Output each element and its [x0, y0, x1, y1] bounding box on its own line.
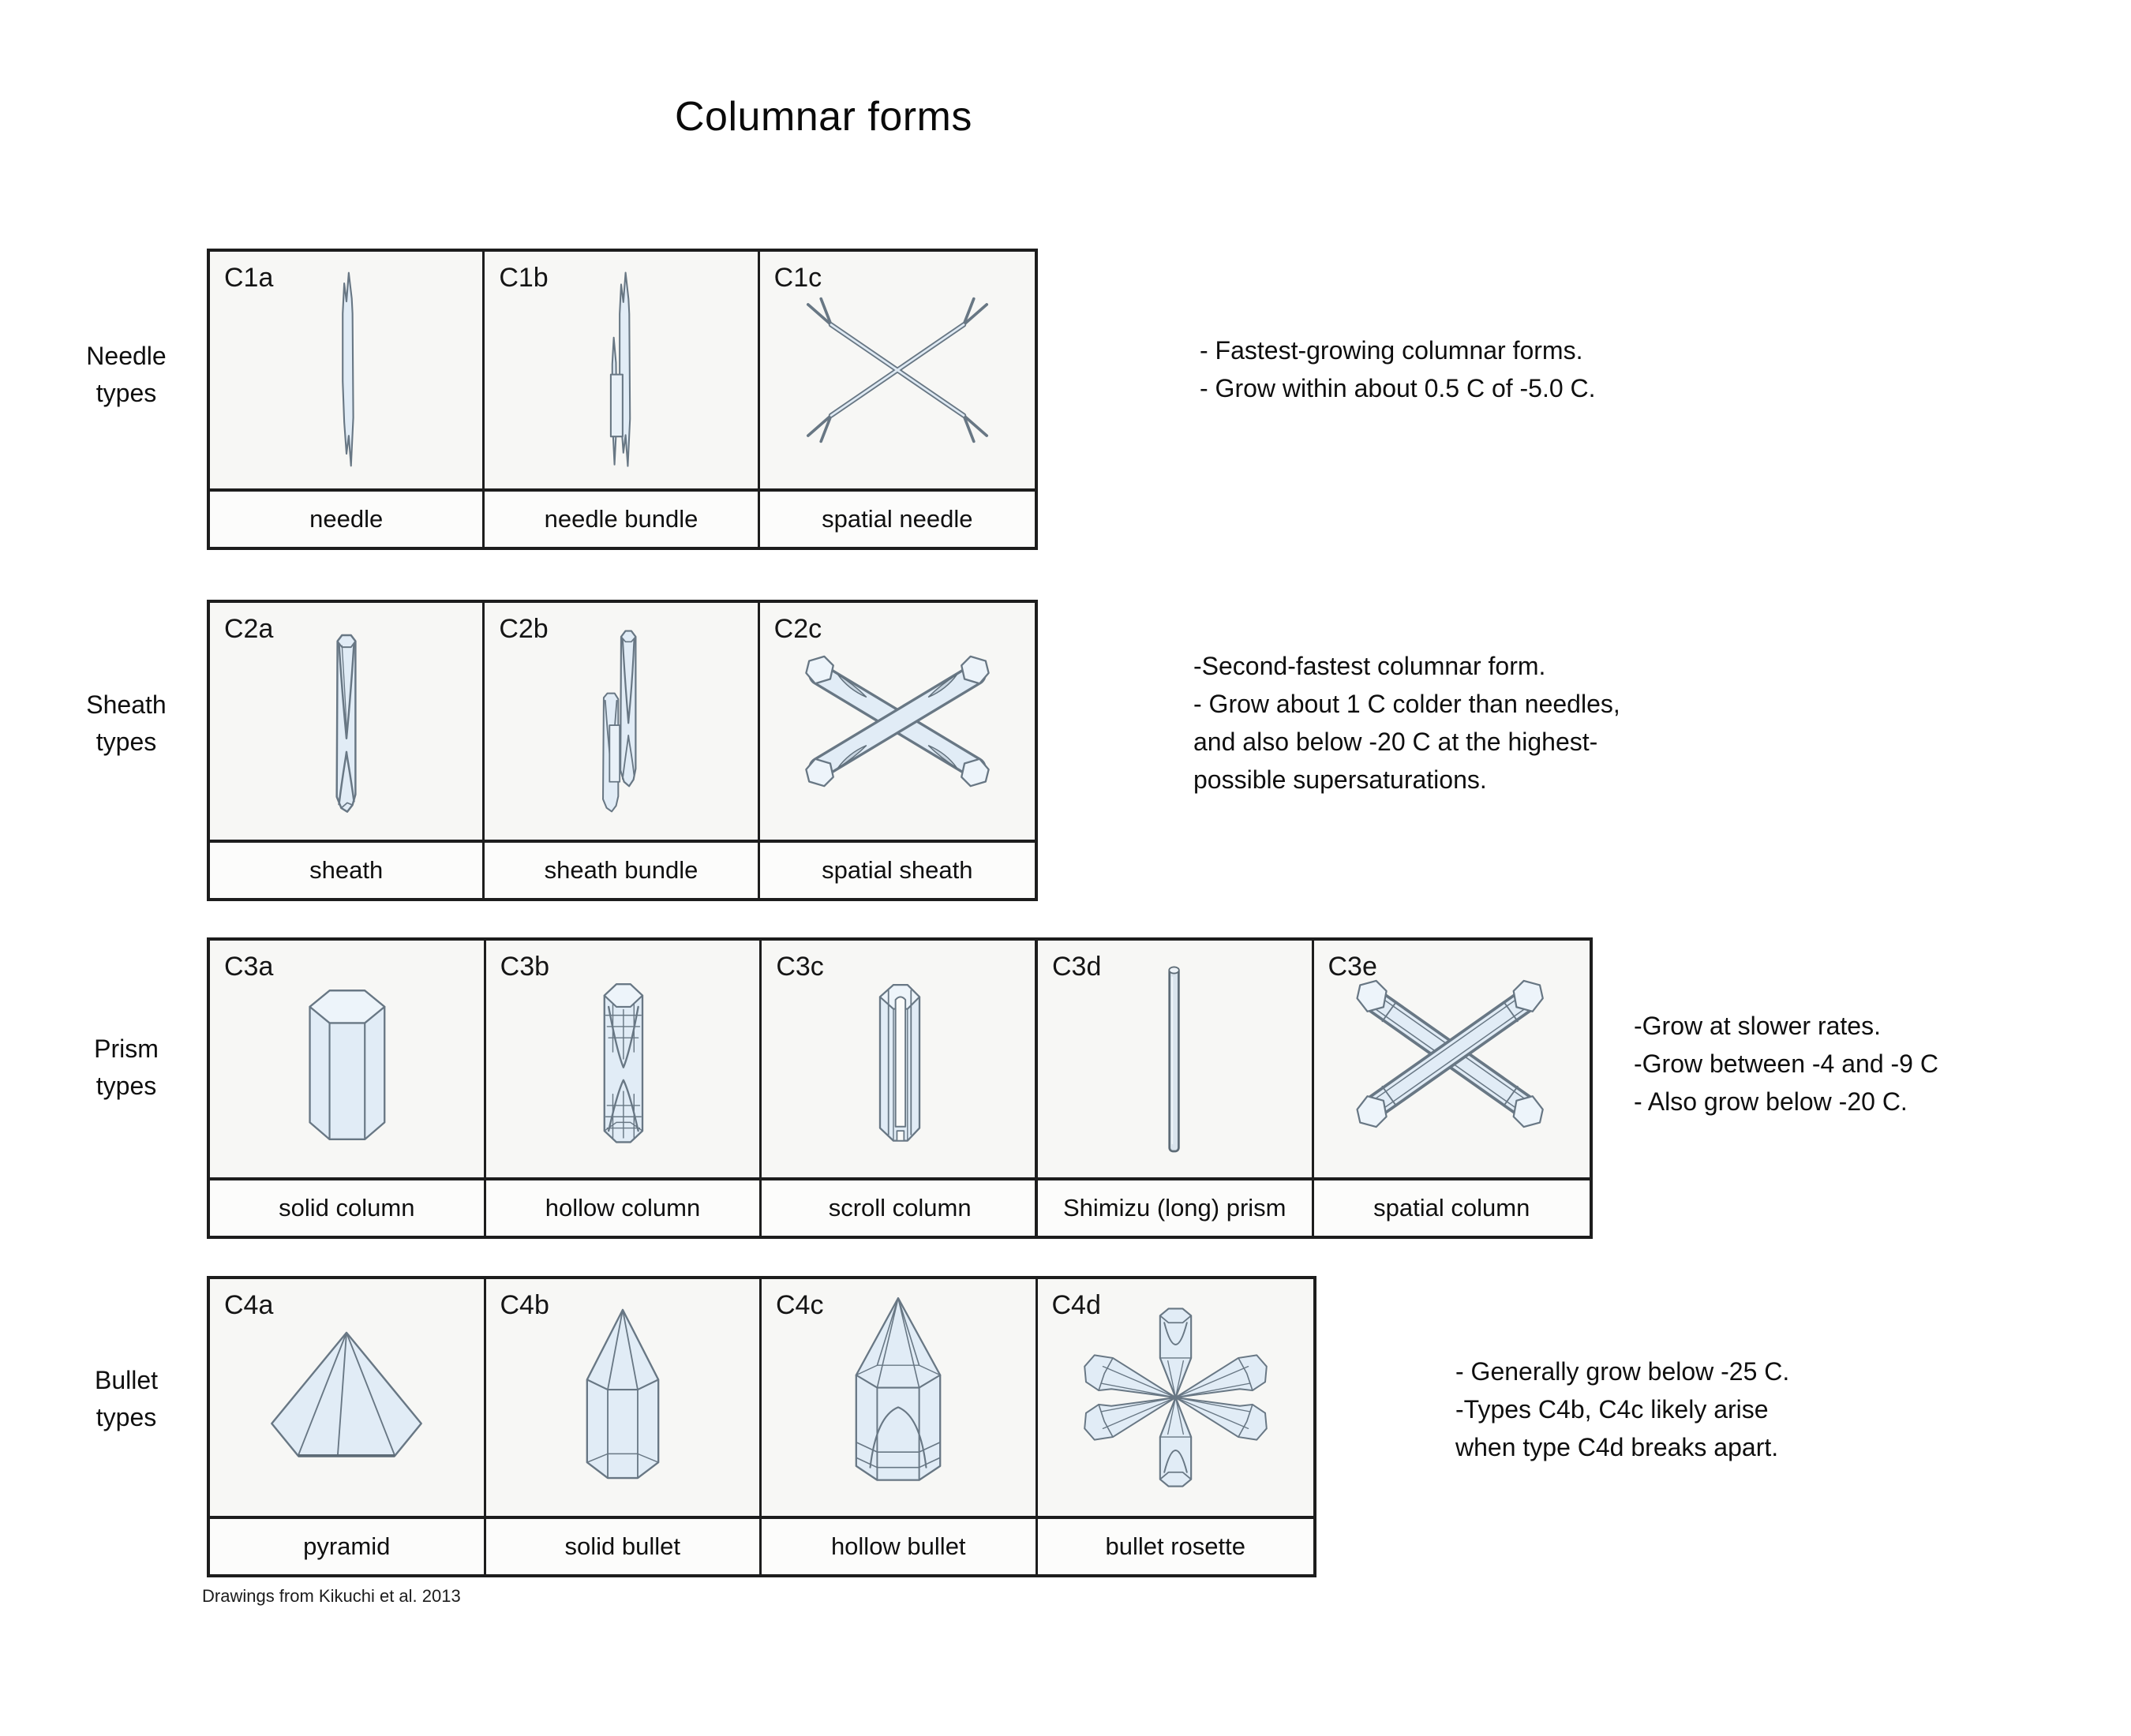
note-line: -Second-fastest columnar form.: [1193, 652, 1546, 680]
sheath-types-table: [207, 600, 1038, 901]
cell-C2a: [210, 603, 485, 840]
row-label-line: types: [96, 1072, 157, 1100]
needle-notes: [1200, 331, 1596, 407]
row-label-line: Bullet: [94, 1366, 159, 1394]
solid-bullet-icon: [544, 1294, 702, 1501]
note-line: - Grow within about 0.5 C of -5.0 C.: [1200, 374, 1596, 402]
note-line: - Grow about 1 C colder than needles,: [1193, 690, 1620, 718]
cell-code: C4d: [1051, 1290, 1101, 1320]
cell-C3b: [486, 941, 762, 1177]
bullet-types-table: [207, 1276, 1316, 1577]
cell-C1a: [210, 252, 485, 488]
cell-C4b: [486, 1279, 762, 1516]
cell-label: needle: [210, 492, 485, 547]
sheath-notes: [1193, 647, 1620, 799]
note-line: - Generally grow below -25 C.: [1455, 1357, 1790, 1386]
needle-icon: [313, 268, 380, 472]
cell-label: bullet rosette: [1038, 1519, 1314, 1574]
prism-notes: [1634, 1007, 1938, 1121]
cell-code: C4c: [776, 1290, 824, 1320]
bullet-rosette-icon: [1079, 1285, 1272, 1510]
cell-label: pyramid: [210, 1519, 486, 1574]
scroll-column-icon: [845, 953, 955, 1165]
row-label-line: Needle: [86, 342, 167, 370]
cell-code: C3d: [1052, 952, 1102, 982]
cell-code: C1a: [224, 263, 274, 293]
source-caption: Drawings from Kikuchi et al. 2013: [202, 1586, 461, 1606]
row-label-bullet-types: [39, 1362, 213, 1436]
cell-C2c: [760, 603, 1035, 840]
needle-bundle-icon: [574, 267, 669, 473]
row-label-line: types: [96, 379, 157, 407]
cell-label: Shimizu (long) prism: [1038, 1180, 1314, 1236]
cell-label: sheath: [210, 843, 485, 898]
cell-label: scroll column: [762, 1180, 1038, 1236]
note-line: - Fastest-growing columnar forms.: [1200, 336, 1583, 365]
cell-C4d: [1038, 1279, 1314, 1516]
cell-label: sheath bundle: [485, 843, 759, 898]
cell-label: needle bundle: [485, 492, 759, 547]
sheath-bundle-icon: [574, 618, 669, 825]
solid-column-icon: [261, 953, 432, 1165]
cell-label: hollow bullet: [762, 1519, 1038, 1574]
cell-code: C1c: [773, 263, 822, 293]
row-label-line: Sheath: [86, 690, 167, 719]
cell-code: C4a: [224, 1290, 274, 1320]
spatial-sheath-icon: [775, 637, 1020, 806]
cell-C4a: [210, 1279, 486, 1516]
sheath-icon: [312, 620, 381, 822]
cell-C1c: [760, 252, 1035, 488]
cell-label: hollow column: [486, 1180, 762, 1236]
cell-code: C3b: [500, 952, 550, 982]
row-label-line: types: [96, 728, 157, 756]
cell-code: C2c: [773, 614, 822, 644]
cell-code: C4b: [500, 1290, 549, 1320]
row-label-prism-types: [39, 1031, 213, 1105]
note-line: - Also grow below -20 C.: [1634, 1087, 1908, 1116]
cell-label: spatial needle: [760, 492, 1035, 547]
row-label-line: Prism: [94, 1034, 159, 1063]
prism-types-table-a: [207, 937, 1041, 1239]
cell-C3e: [1314, 941, 1590, 1177]
cell-code: C2b: [499, 614, 549, 644]
hollow-column-icon: [571, 953, 675, 1165]
shimizu-prism-icon: [1155, 952, 1193, 1165]
note-line: -Types C4b, C4c likely arise: [1455, 1395, 1769, 1424]
cell-C3d: [1038, 941, 1314, 1177]
note-line: when type C4d breaks apart.: [1455, 1433, 1779, 1461]
cell-label: spatial column: [1314, 1180, 1590, 1236]
needle-types-table: [207, 249, 1038, 550]
prism-types-table-b: [1035, 937, 1593, 1239]
bullet-notes: [1455, 1353, 1789, 1466]
row-label-needle-types: [39, 338, 213, 412]
pyramid-icon: [244, 1321, 449, 1475]
hollow-bullet-icon: [826, 1293, 971, 1502]
cell-C2b: [485, 603, 759, 840]
cell-code: C2a: [224, 614, 274, 644]
note-line: -Grow between -4 and -9 C: [1634, 1049, 1938, 1078]
cell-label: solid column: [210, 1180, 486, 1236]
row-label-line: types: [96, 1403, 157, 1431]
note-line: and also below -20 C at the highest-: [1193, 728, 1598, 756]
cell-code: C3c: [776, 952, 824, 982]
note-line: -Grow at slower rates.: [1634, 1012, 1881, 1040]
note-line: possible supersaturations.: [1193, 765, 1487, 794]
cell-code: C1b: [499, 263, 549, 293]
page-title: Columnar forms: [675, 94, 972, 140]
cell-code: C3e: [1328, 952, 1377, 982]
spatial-needle-icon: [779, 287, 1016, 453]
cell-C3a: [210, 941, 486, 1177]
cell-label: solid bullet: [486, 1519, 762, 1574]
spatial-column-icon: [1321, 960, 1582, 1158]
cell-C3c: [762, 941, 1038, 1177]
cell-code: C3a: [224, 952, 274, 982]
cell-C1b: [485, 252, 759, 488]
cell-label: spatial sheath: [760, 843, 1035, 898]
cell-C4c: [762, 1279, 1038, 1516]
row-label-sheath-types: [39, 687, 213, 761]
